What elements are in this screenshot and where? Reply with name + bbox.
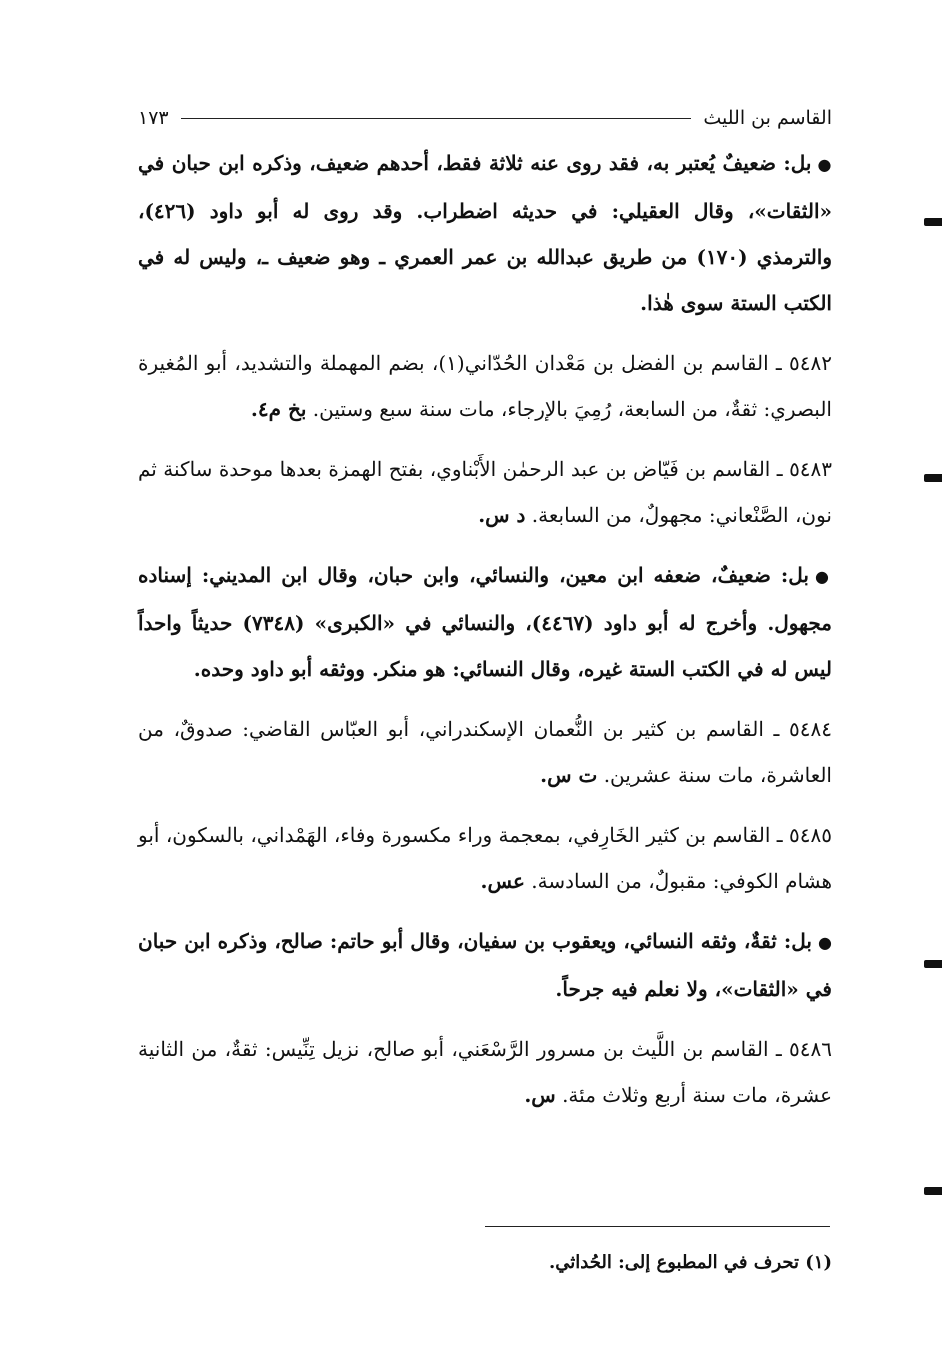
entry-paragraph bbox=[138, 812, 832, 904]
paragraph-text: بل: ضعيفٌ، ضعفه ابن معين، والنسائي، وابن حبان، وقال ابن المديني: إسناده مجهول. وأخرج له أبو داود (٤٤٦٧)، والنسائي في «الكبرى» (٧٣٤٨) حديثاً واحداً ليس له في الكتب الستة غيره، وقال النسائي: هو منكر. ووثقه أبو داود وحده. bbox=[138, 563, 832, 681]
bullet-icon: ● bbox=[814, 567, 832, 586]
comment-paragraph bbox=[138, 140, 832, 326]
header-title: القاسم بن الليث bbox=[703, 107, 832, 129]
paragraph-text: القاسم بن فَيّاض بن عبد الرحمٰن الأَبْناوي، بفتح الهمزة بعدها موحدة ساكنة ثم نون، الصَّنْعاني: مجهولٌ، من السابعة. bbox=[138, 457, 832, 527]
entry-codes: س. bbox=[524, 1083, 556, 1107]
paragraph-text: بل: ضعيفٌ يُعتبر به، فقد روى عنه ثلاثة فقط، أحدهم ضعيف، وذكره ابن حبان في «الثقات»، وقال العقيلي: في حديثه اضطراب. وقد روى له أبو داود (٤٢٦)، والترمذي (١٧٠) من طريق عبدالله بن عمر العمري ـ وهو ضعيف ـ، وليس له في الكتب الستة سوى هٰذا. bbox=[138, 151, 833, 315]
entry-paragraph bbox=[138, 1026, 832, 1118]
margin-tab-mark bbox=[924, 1187, 942, 1195]
entry-paragraph bbox=[138, 706, 832, 798]
entry-codes: عس. bbox=[480, 869, 525, 893]
comment-paragraph bbox=[138, 918, 832, 1012]
running-header bbox=[138, 103, 832, 133]
bullet-icon: ● bbox=[817, 933, 832, 952]
margin-tab-mark bbox=[924, 474, 942, 482]
margin-tab-mark bbox=[924, 960, 942, 968]
entry-codes: بخ م٤. bbox=[250, 397, 307, 421]
entry-number: ٥٤٨٣ ـ bbox=[776, 457, 833, 481]
paragraph-text: القاسم بن الفضل بن مَعْدان الحُدّاني(١)، بضم المهملة والتشديد، أبو المُغيرة البصري: ثقةٌ، من السابعة، رُمِيَ بالإرجاء، مات سنة سبع وستين. bbox=[138, 351, 832, 421]
paragraph-text: القاسم بن اللَّيث بن مسرور الرَّسْعَني، أبو صالح، نزيل تِنِّيس: ثقةٌ، من الثانية عشرة، مات سنة أربع وثلاث مئة. bbox=[138, 1037, 832, 1107]
margin-tab-mark bbox=[924, 218, 942, 226]
entry-number: ٥٤٨٥ ـ bbox=[776, 823, 833, 847]
bullet-icon: ● bbox=[817, 155, 832, 174]
paragraph-text: بل: ثقةٌ، وثقه النسائي، ويعقوب بن سفيان، وقال أبو حاتم: صالح، وذكره ابن حبان في «الثقات»، ولا نعلم فيه جرحاً. bbox=[138, 929, 832, 1001]
entry-number: ٥٤٨٢ ـ bbox=[775, 351, 832, 375]
entry-number: ٥٤٨٦ ـ bbox=[775, 1037, 833, 1061]
entry-number: ٥٤٨٤ ـ bbox=[773, 717, 833, 741]
entry-paragraph bbox=[138, 340, 832, 432]
footnote-divider bbox=[485, 1226, 830, 1227]
entry-codes: د س. bbox=[478, 503, 526, 527]
page-number: ١٧٣ bbox=[138, 107, 169, 129]
paragraph-text: القاسم بن كثير الخَارِفي، بمعجمة وراء مكسورة وفاء، الهَمْداني، بالسكون، أبو هشام الكوفي: مقبولٌ، من السادسة. bbox=[138, 823, 832, 893]
entry-paragraph bbox=[138, 446, 832, 538]
entry-codes: ت س. bbox=[540, 763, 598, 787]
header-rule bbox=[181, 118, 692, 119]
paragraph-text: القاسم بن كثير بن النُّعمان الإسكندراني، أبو العبّاس القاضي: صدوقٌ، من العاشرة، مات سنة عشرين. bbox=[138, 717, 832, 787]
footnote: (١) تحرف في المطبوع إلى: الحُداثي. bbox=[549, 1252, 832, 1273]
comment-paragraph bbox=[138, 552, 832, 692]
page-body bbox=[138, 140, 832, 1132]
